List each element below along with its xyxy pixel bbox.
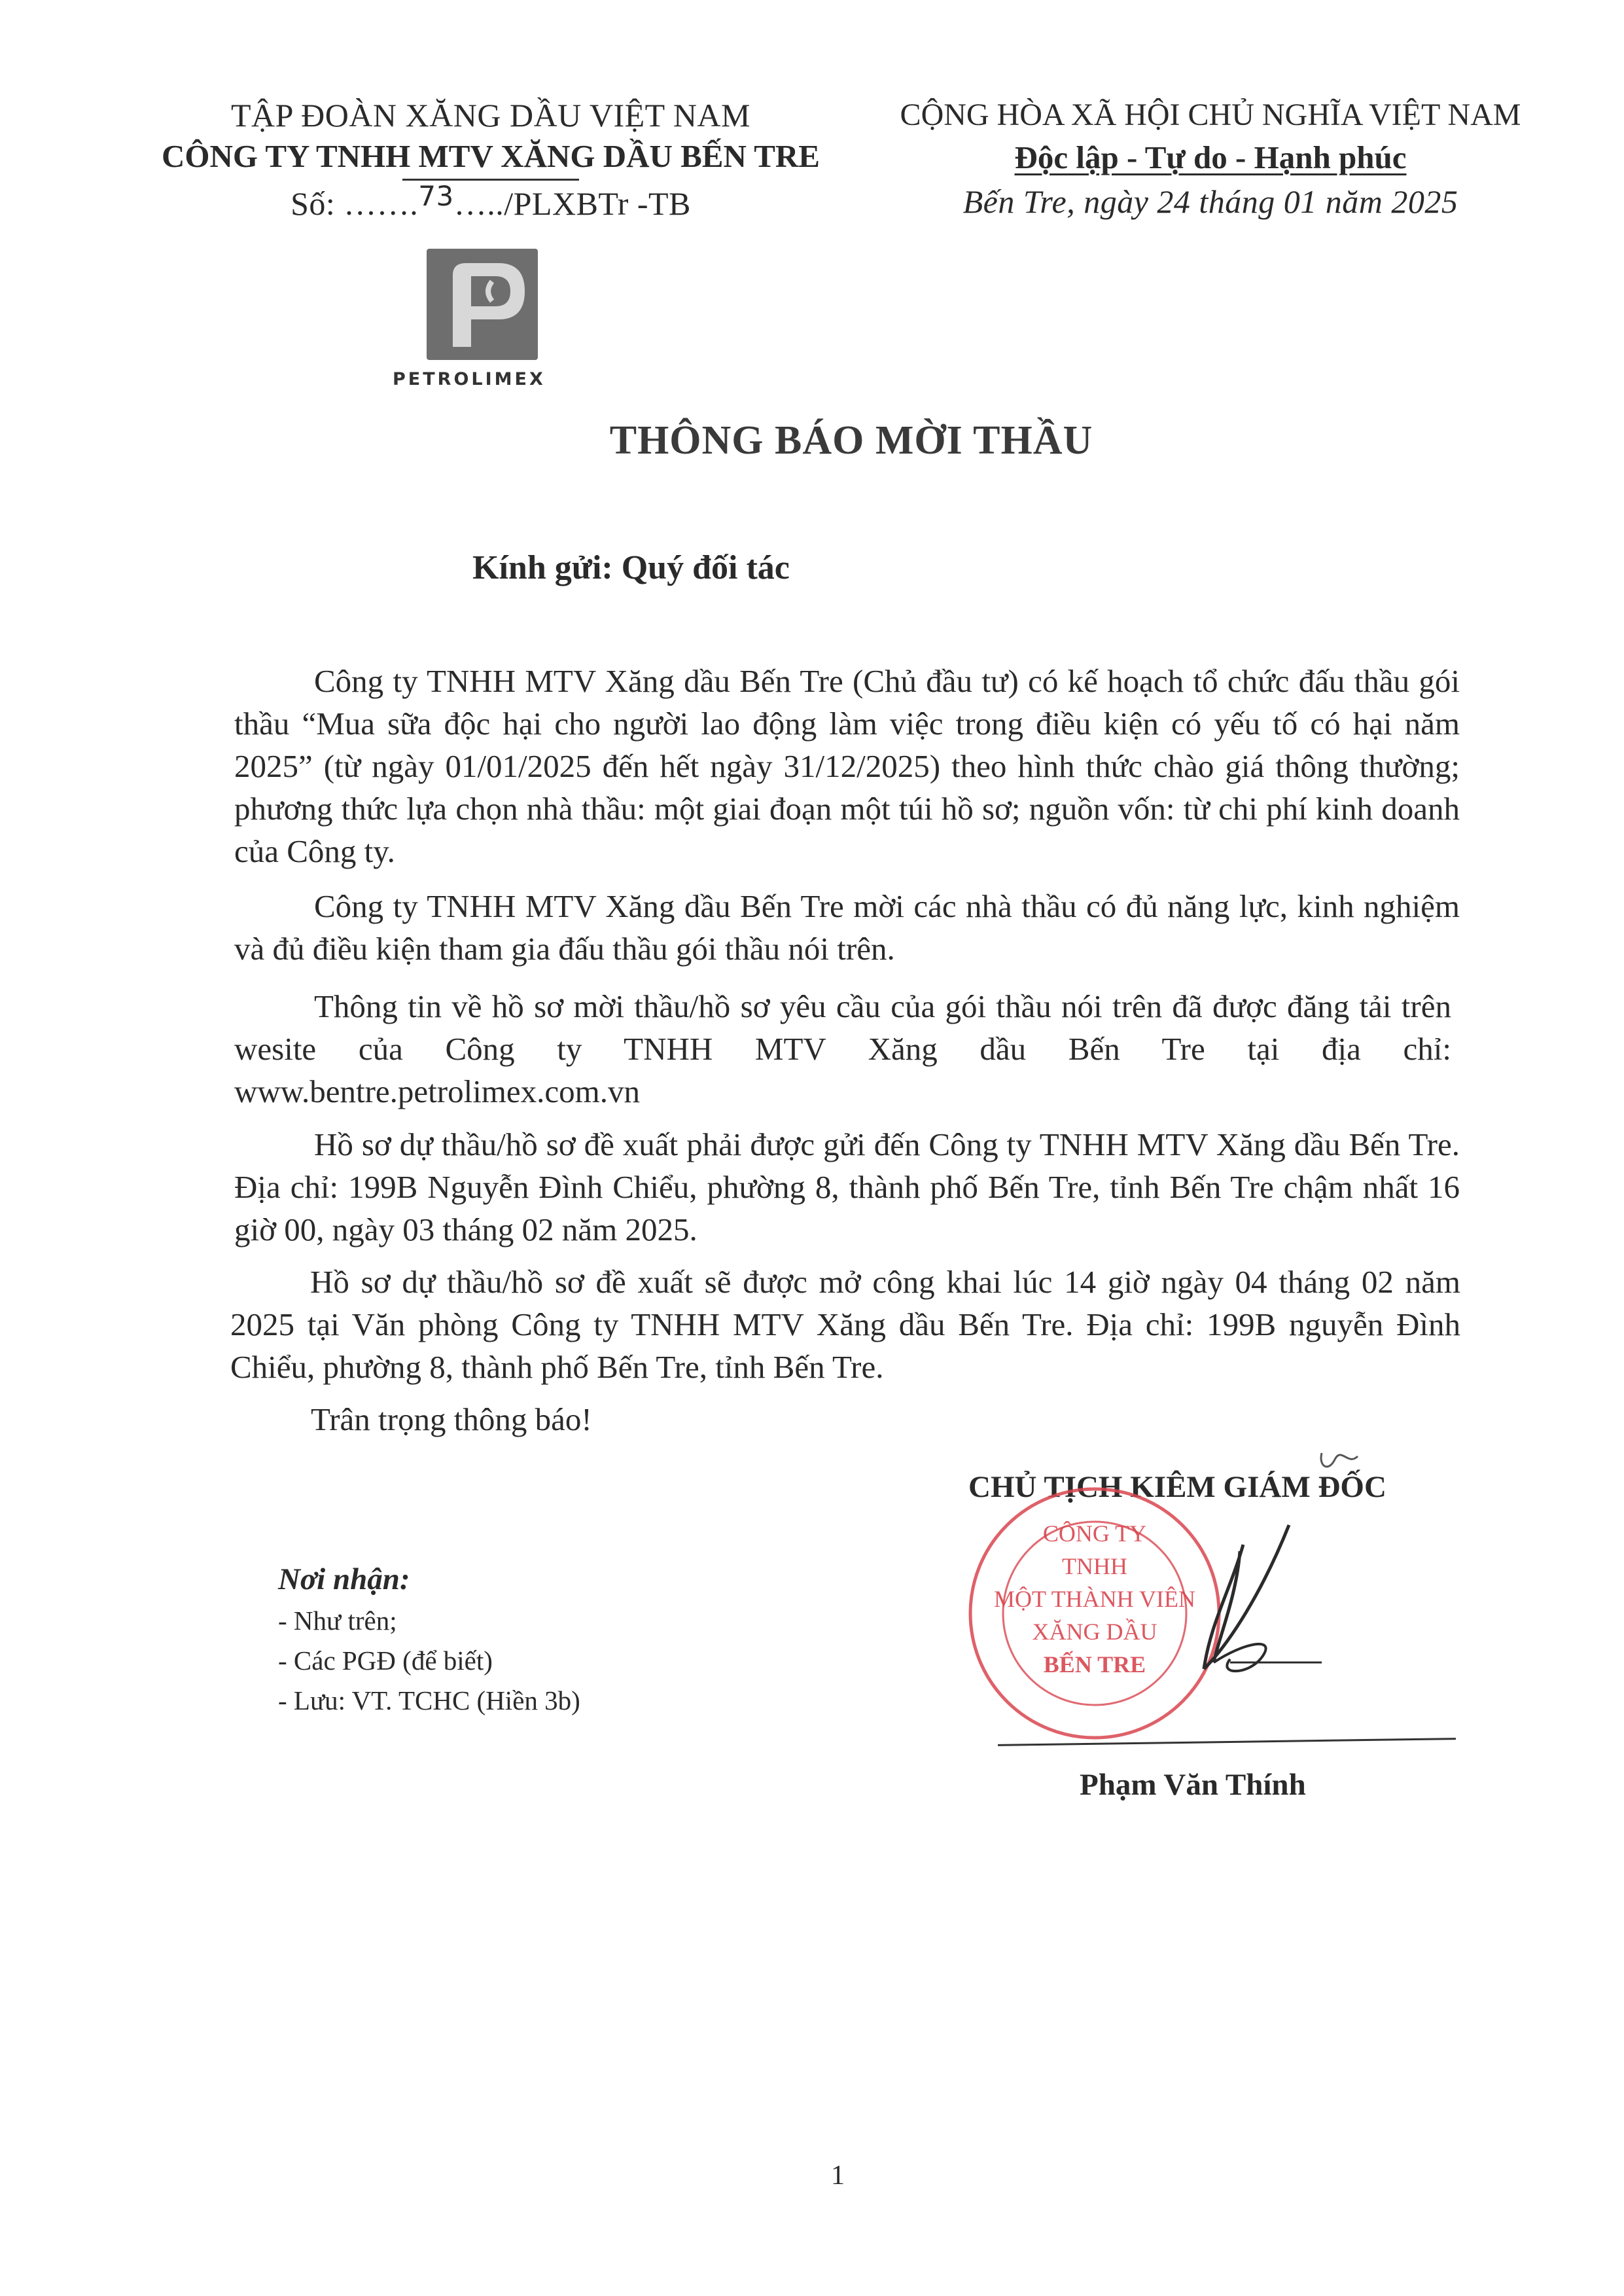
paragraph-2 [234, 885, 1460, 970]
paragraph-1 [234, 660, 1460, 872]
stamp-line: XĂNG DẦU [1032, 1619, 1157, 1645]
national-motto [864, 137, 1557, 179]
recipients-label: Nơi nhận: [278, 1562, 410, 1596]
document-number-suffix: …../PLXBTr -TB [453, 185, 691, 222]
recipient-item: - Các PGĐ (để biết) [278, 1645, 493, 1676]
stamp-line: CÔNG TY [1042, 1520, 1147, 1547]
national-title: CỘNG HÒA XÃ HỘI CHỦ NGHĨA VIỆT NAM [900, 98, 1521, 132]
paragraph-1-text: Công ty TNHH MTV Xăng dầu Bến Tre (Chủ đầu tư) có kế hoạch tổ chức đấu thầu gói thầu “Mua sữa độc hại cho người lao động làm việc trong điều kiện có yếu tố có hại năm 2025” (từ ngày 01/01/2025 đến hết ngày 31/12/2025) theo hình thức chào giá thông thường; phương thức lựa chọn nhà thầu: một giai đoạn một túi hồ sơ; nguồn vốn: từ chi phí kinh doanh của Công ty. [234, 663, 1460, 869]
recipient-item: - Lưu: VT. TCHC (Hiền 3b) [278, 1685, 580, 1715]
page-number: 1 [831, 2161, 845, 2191]
closing-line: Trân trọng thông báo! [311, 1401, 592, 1437]
signer-position: CHỦ TỊCH KIÊM GIÁM ĐỐC [968, 1470, 1386, 1504]
paragraph-3-text: Thông tin về hồ sơ mời thầu/hồ sơ yêu cầu của gói thầu nói trên đã được đăng tải trên wesite của Công ty TNHH MTV Xăng dầu Bến Tre tại địa chỉ: www.bentre.petrolimex.com.vn [234, 988, 1451, 1109]
national-motto-text: Độc lập - Tự do - Hạnh phúc [1014, 139, 1407, 175]
document-number [131, 182, 851, 227]
signer-name: Phạm Văn Thính [1080, 1768, 1306, 1802]
document-number-value: 73 [418, 180, 454, 212]
stamp-line: TNHH [1062, 1553, 1127, 1579]
paragraph-4-text: Hồ sơ dự thầu/hồ sơ đề xuất phải được gửi đến Công ty TNHH MTV Xăng dầu Bến Tre. Địa chỉ: 199B Nguyễn Đình Chiểu, phường 8, thành phố Bến Tre, tỉnh Bến Tre chậm nhất 16 giờ 00, ngày 03 tháng 02 năm 2025. [234, 1126, 1460, 1247]
company-name [131, 137, 851, 176]
company-logo [393, 249, 569, 389]
date-day: 24 [1157, 183, 1191, 220]
paragraph-2-text: Công ty TNHH MTV Xăng dầu Bến Tre mời các nhà thầu có đủ năng lực, kinh nghiệm và đủ điều kiện tham gia đấu thầu gói thầu nói trên. [234, 888, 1460, 967]
stamp-line: BẾN TRE [1043, 1651, 1146, 1677]
paragraph-3 [234, 985, 1451, 1113]
handwritten-signature [981, 1427, 1374, 1702]
document-date [864, 180, 1557, 223]
document-title: THÔNG BÁO MỜI THẦU [609, 418, 1093, 463]
date-prefix: Bến Tre, ngày [962, 183, 1157, 220]
header-left [131, 94, 851, 227]
stamp-line: MỘT THÀNH VIÊN [993, 1586, 1195, 1612]
header-right [864, 94, 1557, 223]
recipients-block [278, 1558, 580, 1721]
company-name-text: CÔNG TY TNHH MTV XĂNG DẦU BẾN TRE [161, 138, 820, 174]
paragraph-4 [234, 1123, 1460, 1251]
petrolimex-logo-icon [427, 249, 538, 360]
document-number-label: Số: ……. [291, 185, 419, 222]
date-suffix: tháng 01 năm 2025 [1190, 183, 1458, 220]
logo-text: PETROLIMEX [393, 369, 546, 389]
parent-organization: TẬP ĐOÀN XĂNG DẦU VIỆT NAM [230, 97, 750, 134]
paragraph-5 [230, 1261, 1460, 1388]
greeting: Kính gửi: Quý đối tác [472, 549, 790, 586]
paragraph-5-text: Hồ sơ dự thầu/hồ sơ đề xuất sẽ được mở công khai lúc 14 giờ ngày 04 tháng 02 năm 2025 tại Văn phòng Công ty TNHH MTV Xăng dầu Bến Tre. Địa chỉ: 199B nguyễn Đình Chiểu, phường 8, thành phố Bến Tre, tỉnh Bến Tre. [230, 1264, 1460, 1385]
recipient-item: - Như trên; [278, 1605, 397, 1636]
